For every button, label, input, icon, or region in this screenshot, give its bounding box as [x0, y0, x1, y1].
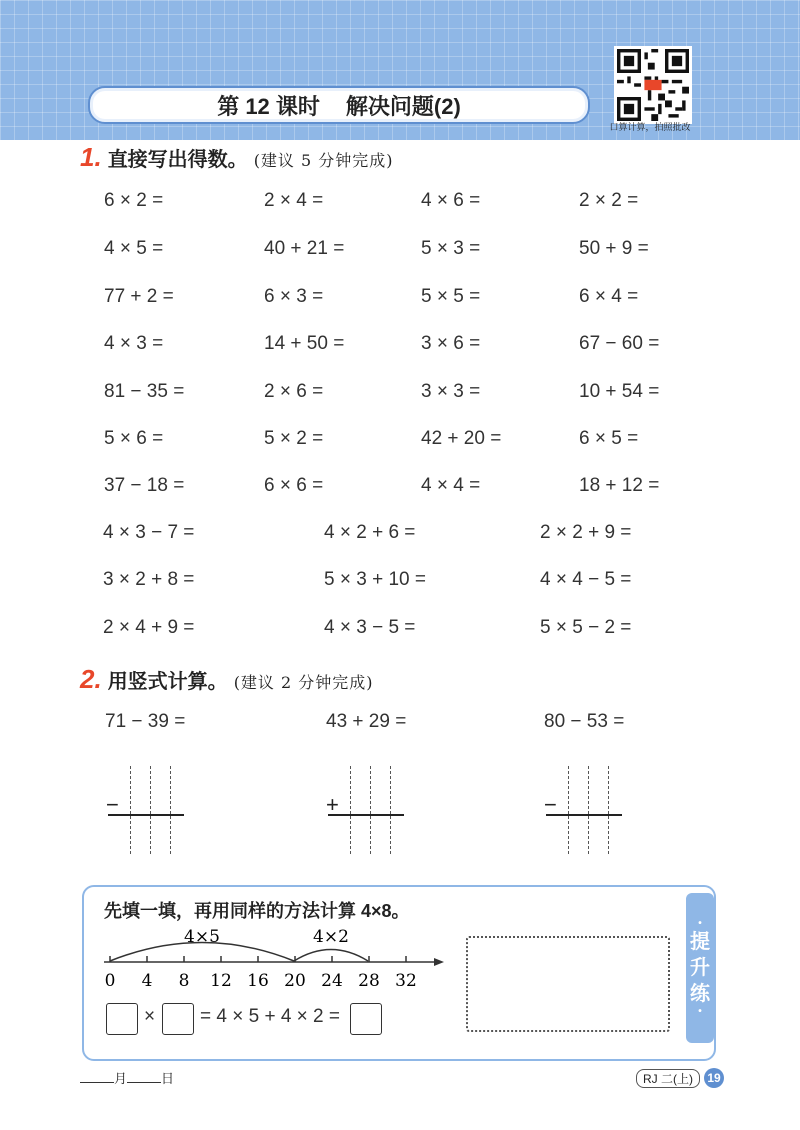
- lesson-topic: 解决问题(2): [345, 93, 461, 119]
- oral-problem: 6 × 3 =: [264, 286, 324, 307]
- mixed-problem: 4 × 4 − 5 =: [540, 569, 632, 590]
- side-tab-char-1: 提: [690, 931, 710, 953]
- oral-problem: 3 × 3 =: [421, 381, 481, 402]
- oral-problem: 6 × 6 =: [264, 475, 324, 496]
- oral-problem: 2 × 2 =: [579, 190, 639, 211]
- oral-problem: 2 × 4 =: [264, 190, 324, 211]
- date-field: [80, 1068, 174, 1087]
- tick-label: 20: [284, 971, 306, 991]
- digit-guide-line: [390, 766, 391, 854]
- month-blank[interactable]: [80, 1070, 114, 1083]
- oral-problem: 6 × 2 =: [104, 190, 164, 211]
- vertical-problem: 80 − 53 =: [544, 711, 625, 732]
- oral-problem: 50 + 9 =: [579, 238, 649, 259]
- day-label: 日: [161, 1071, 175, 1086]
- oral-problem: 5 × 2 =: [264, 428, 324, 449]
- extension-title: 先填一填，再用同样的方法计算 4×8。: [104, 901, 410, 921]
- tick-label: 32: [395, 971, 417, 991]
- mixed-problem: 2 × 4 + 9 =: [103, 617, 195, 638]
- mixed-problem: 5 × 5 − 2 =: [540, 617, 632, 638]
- oral-problem: 67 − 60 =: [579, 333, 660, 354]
- sum-line: [328, 814, 404, 816]
- tick-label: 8: [178, 971, 190, 991]
- section-1-heading: [80, 142, 394, 173]
- month-label: 月: [114, 1071, 128, 1086]
- oral-problem: 4 × 5 =: [104, 238, 164, 259]
- oral-problem: 81 − 35 =: [104, 381, 185, 402]
- section-1-title: 直接写出得数。: [107, 149, 248, 171]
- operator-sign: −: [544, 792, 557, 817]
- tick-label: 4: [141, 971, 153, 991]
- axis-arrow-icon: [434, 958, 444, 966]
- oral-problem: 6 × 4 =: [579, 286, 639, 307]
- section-2-title: 用竖式计算。: [107, 671, 228, 693]
- tick-label: 24: [321, 971, 343, 991]
- times-sign: ×: [144, 1006, 156, 1027]
- digit-guide-line: [608, 766, 609, 854]
- oral-problem: 14 + 50 =: [264, 333, 345, 354]
- edition-badge: RJ 二(上): [636, 1069, 700, 1088]
- qr-caption: 口算计算，拍照批改: [609, 122, 691, 132]
- mixed-problem: 4 × 3 − 7 =: [103, 522, 195, 543]
- answer-draft-box[interactable]: [466, 936, 670, 1032]
- qr-code-icon[interactable]: [614, 46, 692, 124]
- oral-problem: 2 × 6 =: [264, 381, 324, 402]
- digit-guide-line: [568, 766, 569, 854]
- vertical-work-area[interactable]: [326, 766, 410, 856]
- section-2-number: 2.: [80, 664, 102, 694]
- oral-problem: 42 + 20 =: [421, 428, 502, 449]
- answer-box-3[interactable]: [350, 1003, 382, 1035]
- side-tab-char-2: 升: [690, 957, 710, 979]
- oral-problem: 10 + 54 =: [579, 381, 660, 402]
- oral-problem: 18 + 12 =: [579, 475, 660, 496]
- arc-4x5-label: 4×5: [184, 927, 220, 947]
- section-2-hint: (建议 2 分钟完成): [233, 673, 374, 692]
- digit-guide-line: [150, 766, 151, 854]
- oral-problem: 6 × 5 =: [579, 428, 639, 449]
- oral-problem: 5 × 6 =: [104, 428, 164, 449]
- oral-problem: 5 × 3 =: [421, 238, 481, 259]
- oral-problem: 37 − 18 =: [104, 475, 185, 496]
- section-1-hint: (建议 5 分钟完成): [253, 151, 394, 170]
- answer-box-2[interactable]: [162, 1003, 194, 1035]
- mixed-problem: 4 × 3 − 5 =: [324, 617, 416, 638]
- section-1-number: 1.: [80, 142, 102, 172]
- digit-guide-line: [370, 766, 371, 854]
- oral-problem: 4 × 4 =: [421, 475, 481, 496]
- answer-box-1[interactable]: [106, 1003, 138, 1035]
- oral-problem: 4 × 3 =: [104, 333, 164, 354]
- vertical-work-area[interactable]: [544, 766, 628, 856]
- oral-problem: 5 × 5 =: [421, 286, 481, 307]
- lesson-number: 第 12 课时: [217, 93, 320, 119]
- oral-problem: 3 × 6 =: [421, 333, 481, 354]
- operator-sign: −: [106, 792, 119, 817]
- sum-line: [108, 814, 184, 816]
- oral-problem: 40 + 21 =: [264, 238, 345, 259]
- page-number: 19: [704, 1068, 724, 1088]
- digit-guide-line: [170, 766, 171, 854]
- operator-sign: +: [326, 792, 339, 817]
- equation-middle: = 4 × 5 + 4 × 2 =: [200, 1006, 340, 1027]
- lesson-title-bar: [88, 86, 590, 124]
- vertical-problem: 71 − 39 =: [105, 711, 186, 732]
- tick-label: 16: [247, 971, 269, 991]
- tick-label: 28: [358, 971, 380, 991]
- mixed-problem: 4 × 2 + 6 =: [324, 522, 416, 543]
- side-tab-tisheng: • 提 升 练 •: [686, 893, 714, 1043]
- arc-4x2-label: 4×2: [313, 927, 349, 947]
- digit-guide-line: [350, 766, 351, 854]
- side-tab-char-3: 练: [690, 983, 710, 1005]
- oral-problem: 77 + 2 =: [104, 286, 174, 307]
- digit-guide-line: [588, 766, 589, 854]
- mixed-problem: 2 × 2 + 9 =: [540, 522, 632, 543]
- vertical-work-area[interactable]: [106, 766, 190, 856]
- digit-guide-line: [130, 766, 131, 854]
- sum-line: [546, 814, 622, 816]
- vertical-problem: 43 + 29 =: [326, 711, 407, 732]
- oral-problem: 4 × 6 =: [421, 190, 481, 211]
- mixed-problem: 5 × 3 + 10 =: [324, 569, 426, 590]
- arc-4x2: [294, 950, 368, 962]
- number-line: [96, 920, 456, 1000]
- tick-label: 12: [210, 971, 232, 991]
- tick-label: 0: [104, 971, 116, 991]
- day-blank[interactable]: [127, 1070, 161, 1083]
- section-2-heading: [80, 664, 374, 695]
- page-info: [636, 1068, 724, 1088]
- mixed-problem: 3 × 2 + 8 =: [103, 569, 195, 590]
